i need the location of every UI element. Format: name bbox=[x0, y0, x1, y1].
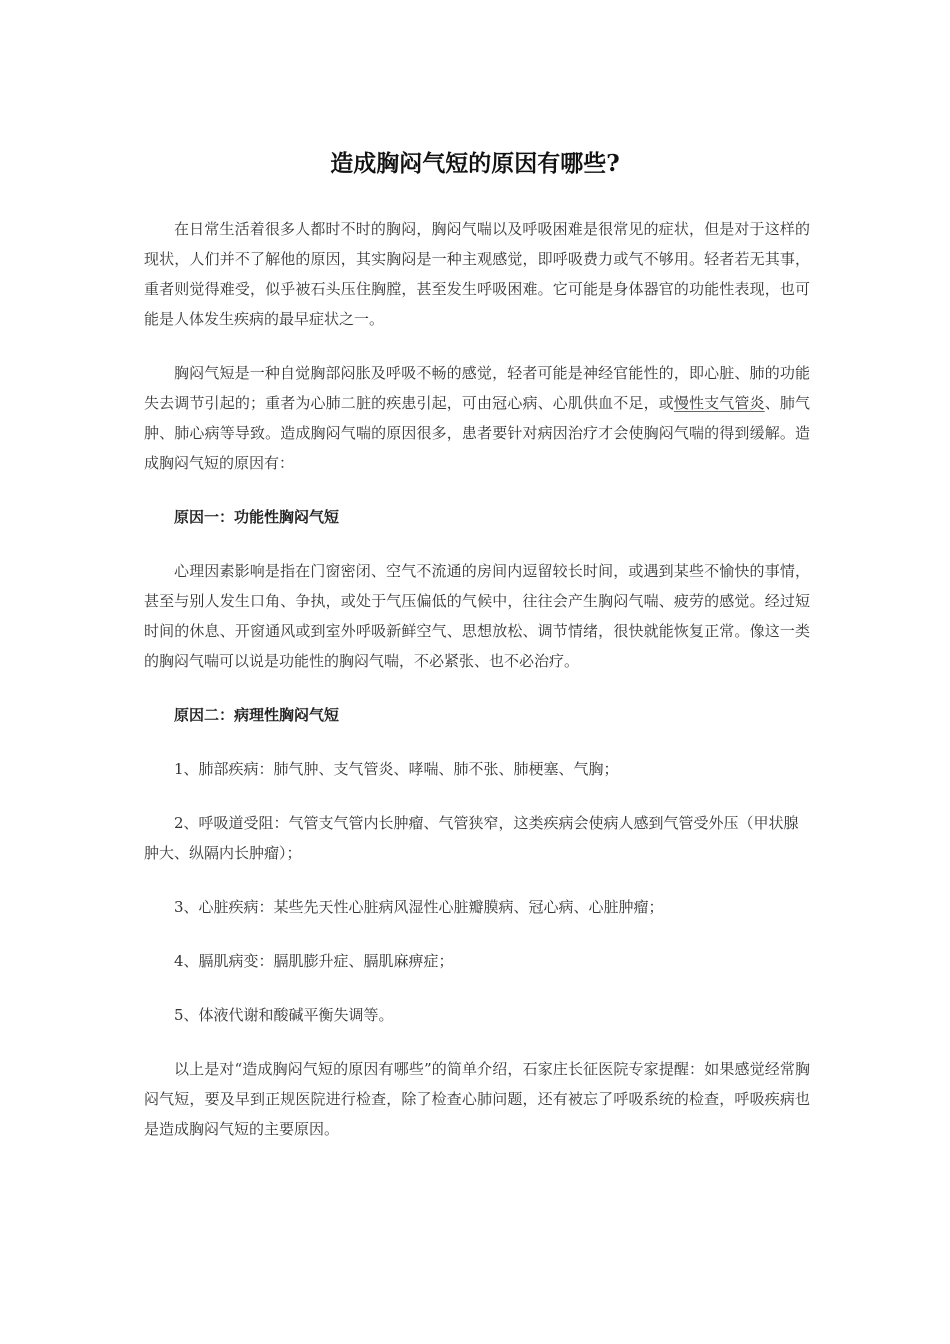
reason2-item-lung: 1、肺部疾病：肺气肿、支气管炎、哮喘、肺不张、肺梗塞、气胸； bbox=[174, 760, 619, 778]
intro-paragraph: 在日常生活着很多人都时不时的胸闷，胸闷气喘以及呼吸困难是很常见的症状，但是对于这样的现状，人们并不了解他的原因，其实胸闷是一种主观感觉，即呼吸费力或气不够用。轻者若无其事，重者则觉得难受，似乎被石头压住胸膛，甚至发生呼吸困难。它可能是身体器官的功能性表现，也可能是人体发生疾病的最早症状之一。 bbox=[144, 220, 810, 328]
reason2-item-heart: 3、心脏疾病：某些先天性心脏病风湿性心脏瓣膜病、冠心病、心脏肿瘤； bbox=[174, 898, 664, 916]
reason1-heading: 原因一：功能性胸闷气短 bbox=[174, 508, 340, 526]
document-title: 造成胸闷气短的原因有哪些? bbox=[330, 150, 620, 177]
document-body bbox=[144, 214, 810, 1168]
reason2-item-airway: 2、呼吸道受阻：气管支气管内长肿瘤、气管狭窄，这类疾病会使病人感到气管受外压（甲状腺肿大、纵隔内长肿瘤）； bbox=[144, 814, 799, 862]
chronic-bronchitis-link[interactable]: 慢性支气管炎 bbox=[673, 394, 765, 412]
reason2-item-diaphragm: 4、膈肌病变：膈肌膨升症、膈肌麻痹症； bbox=[174, 952, 454, 970]
reason2-heading: 原因二：病理性胸闷气短 bbox=[174, 706, 340, 724]
conclusion-paragraph: 以上是对“造成胸闷气短的原因有哪些”的简单介绍，石家庄长征医院专家提醒：如果感觉经常胸闷气短，要及早到正规医院进行检查，除了检查心肺问题，还有被忘了呼吸系统的检查，呼吸疾病也是造成胸闷气短的主要原因。 bbox=[144, 1060, 810, 1138]
definition-text-before-link: 胸闷气短是一种自觉胸部闷胀及呼吸不畅的感觉，轻者可能是神经官能性的，即心脏、肺的功能失去调节引起的；重者为心肺二脏的疾患引起，可由冠心病、心肌供血不足，或 bbox=[144, 364, 810, 412]
reason2-item-metabolic: 5、体液代谢和酸碱平衡失调等。 bbox=[174, 1006, 394, 1024]
definition-paragraph bbox=[144, 358, 810, 478]
definition-text-after-link: 、肺气肿、肺心病等导致。造成胸闷气喘的原因很多，患者要针对病因治疗才会使胸闷气喘的得到缓解。造成胸闷气短的原因有： bbox=[144, 394, 810, 472]
reason1-paragraph: 心理因素影响是指在门窗密闭、空气不流通的房间内逗留较长时间，或遇到某些不愉快的事情，甚至与别人发生口角、争执，或处于气压偏低的气候中，往往会产生胸闷气喘、疲劳的感觉。经过短时间的休息、开窗通风或到室外呼吸新鲜空气、思想放松、调节情绪，很快就能恢复正常。像这一类的胸闷气喘可以说是功能性的胸闷气喘，不必紧张、也不必治疗。 bbox=[144, 562, 810, 670]
